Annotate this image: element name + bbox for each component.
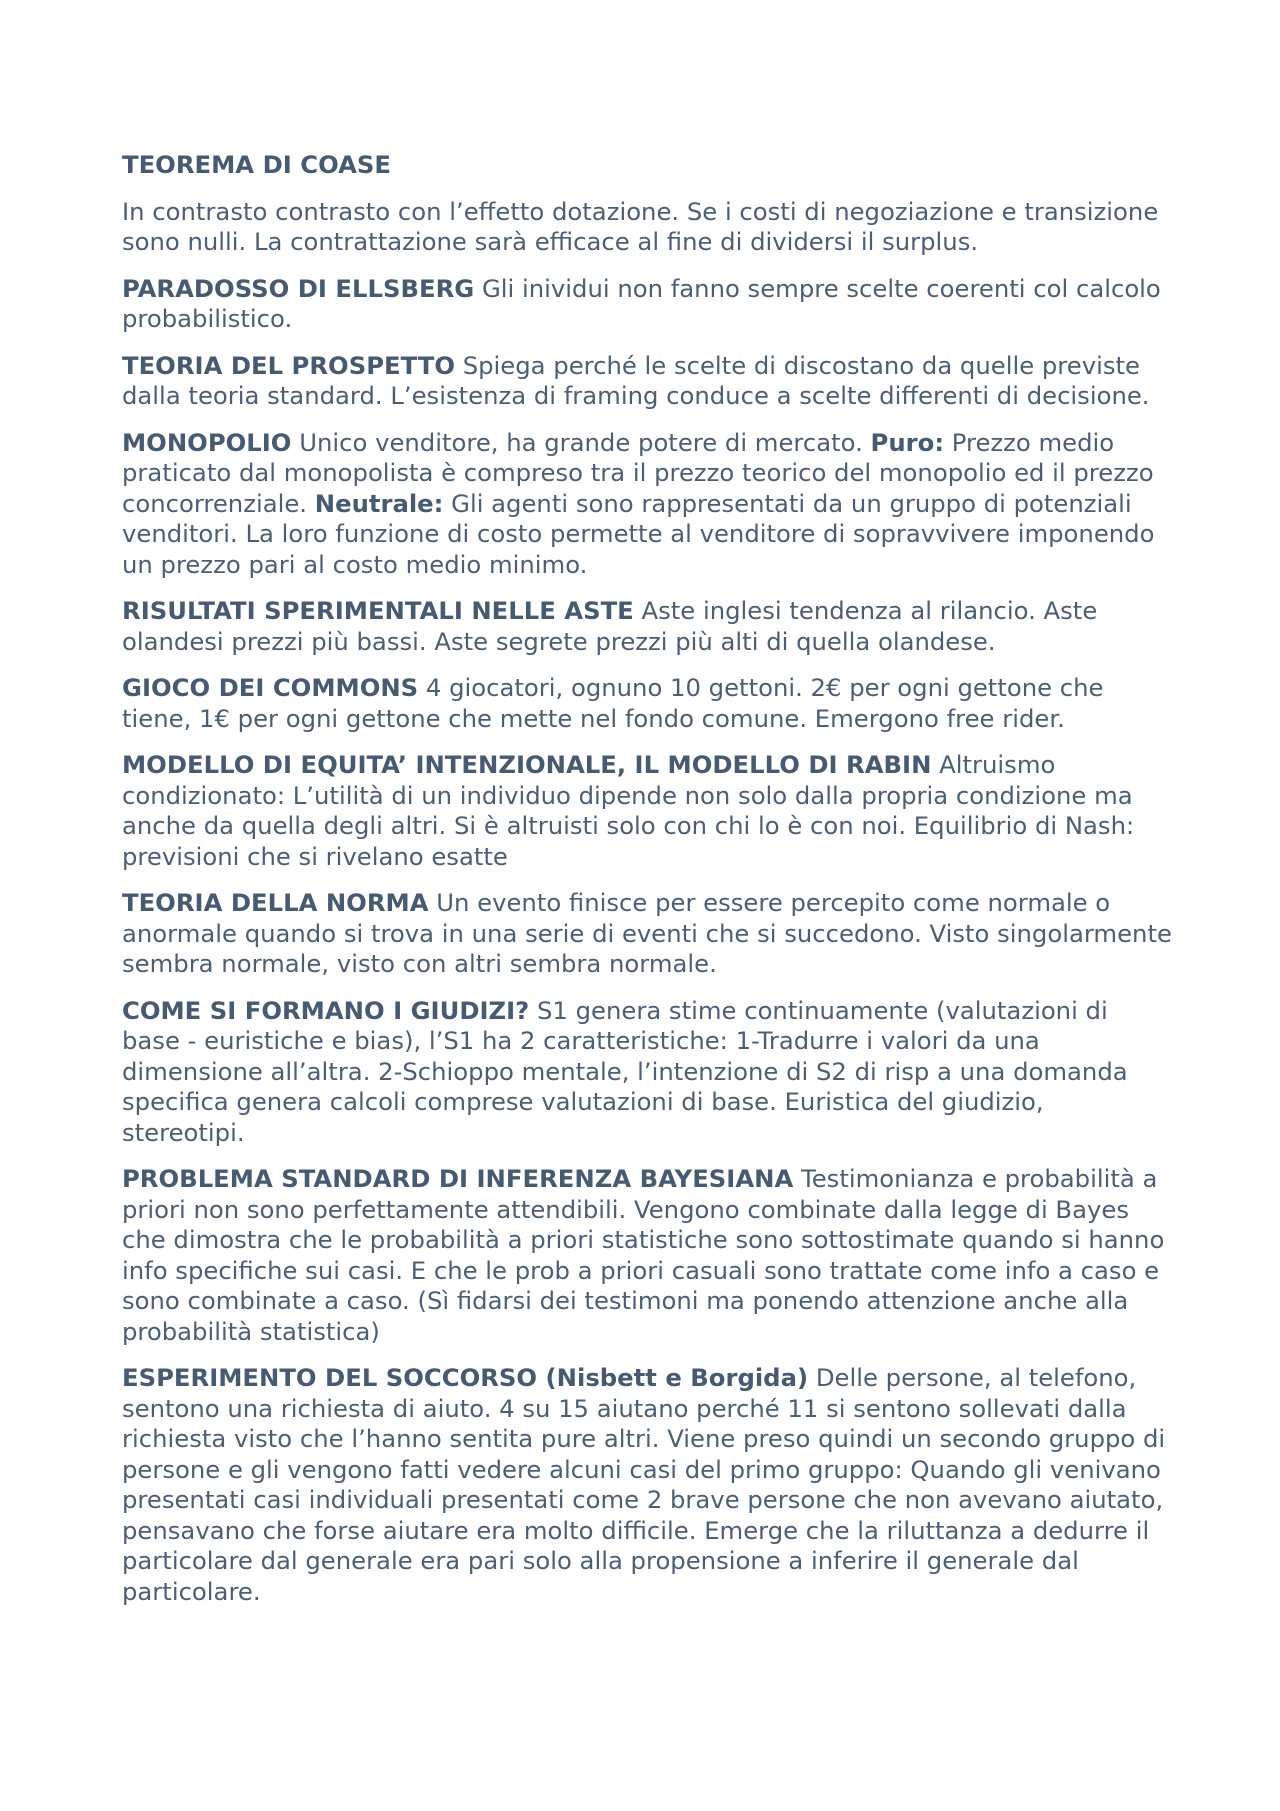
subsection-heading-neutral: Neutrale:	[314, 488, 444, 518]
section-ellsberg	[122, 274, 1172, 335]
section-heading: MONOPOLIO	[122, 427, 292, 457]
section-heading: MODELLO DI EQUITA’ INTENZIONALE, IL MODELLO DI RABIN	[122, 750, 932, 779]
section-text: S1 genera stime continuamente (valutazioni di base - euristiche e bias), l’S1 ha 2 caratteristiche: 1-Tradurre i valori da una dimensione all’altra. 2-Schioppo mentale, l’intenzione di S2 di risp a una domanda specifica genera calcoli comprese valutazioni di base. Euristica del giudizio, stereotipi.	[122, 995, 1128, 1147]
section-rabin-model	[122, 750, 1172, 872]
section-text: Un evento finisce per essere percepito come normale o anormale quando si trova in una serie di eventi che si succedono. Visto singolarmente sembra normale, visto con altri sembra normale.	[122, 888, 1172, 978]
section-norm-theory	[122, 888, 1172, 980]
section-heading: TEORIA DEL PROSPETTO	[122, 350, 455, 380]
section-heading: PROBLEMA STANDARD DI INFERENZA BAYESIANA	[122, 1164, 794, 1193]
section-text: Unico venditore, ha grande potere di mercato.	[291, 427, 871, 457]
section-commons-game	[122, 673, 1172, 734]
section-heading: RISULTATI SPERIMENTALI NELLE ASTE	[122, 596, 634, 625]
section-heading: ESPERIMENTO DEL SOCCORSO (Nisbett e Borgida)	[122, 1363, 809, 1392]
section-text: Testimonianza e probabilità a priori non sono perfettamente attendibili. Vengono combinate dalla legge di Bayes che dimostra che le probabilità a priori statistiche sono sottostimate quando si hanno info specifiche sui casi. E che le prob a priori casuali sono trattate come info a caso e sono combinate a caso. (Sì fidarsi dei testimoni ma ponendo attenzione anche alla probabilità statistica)	[122, 1164, 1165, 1346]
section-text: Spiega perché le scelte di discostano da quelle previste dalla teoria standard. L’esistenza di framing conduce a scelte differenti di decisione.	[122, 350, 1150, 410]
intro-paragraph: In contrasto contrasto con l’effetto dotazione. Se i costi di negoziazione e transizione sono nulli. La contrattazione sarà efficace al fine di dividersi il surplus.	[122, 196, 1159, 256]
section-prospect-theory	[122, 351, 1172, 412]
section-text: Altruismo condizionato: L’utilità di un individuo dipende non solo dalla propria condizione ma anche da quella degli altri. Si è altruisti solo con chi lo è con noi. Equilibrio di Nash: previsioni che si rivelano esatte	[122, 750, 1135, 871]
section-auctions	[122, 596, 1172, 657]
subsection-text-pure: Prezzo medio praticato dal monopolista è compreso tra il prezzo teorico del monopolio ed il prezzo concorrenziale.	[122, 427, 1154, 518]
subsection-text-neutral: Gli agenti sono rappresentati da un gruppo di potenziali venditori. La loro funzione di costo permette al venditore di sopravvivere imponendo un prezzo pari al costo medio minimo.	[122, 488, 1155, 579]
section-text: Aste inglesi tendenza al rilancio. Aste olandesi prezzi più bassi. Aste segrete prezzi più alti di quella olandese.	[122, 596, 1098, 656]
section-rescue-experiment	[122, 1363, 1172, 1607]
section-heading: TEORIA DELLA NORMA	[122, 888, 429, 917]
section-text: 4 giocatori, ognuno 10 gettoni. 2€ per ogni gettone che tiene, 1€ per ogni gettone che mette nel fondo comune. Emergono free rider.	[122, 673, 1104, 733]
section-heading: COME SI FORMANO I GIUDIZI?	[122, 995, 530, 1025]
document-title: TEOREMA DI COASE	[122, 150, 391, 179]
section-text: Gli inividui non fanno sempre scelte coerenti col calcolo probabilistico.	[122, 273, 1161, 333]
section-text: Delle persone, al telefono, sentono una richiesta di aiuto. 4 su 15 aiutano perché 11 si sentono sollevati dalla richiesta visto che l’hanno sentita pure altri. Viene preso quindi un secondo gruppo di persone e gli vengono fatti vedere alcuni casi del primo gruppo: Quando gli venivano presentati casi individuali presentati come 2 brave persone che non avevano aiutato, pensavano che forse aiutare era molto difficile. Emerge che la riluttanza a dedurre il particolare dal generale era pari solo alla propensione a inferire il generale dal particolare.	[122, 1363, 1166, 1606]
subsection-heading-pure: Puro:	[870, 427, 945, 457]
section-heading: PARADOSSO DI ELLSBERG	[122, 273, 475, 303]
section-monopoly	[122, 428, 1172, 581]
section-bayesian-inference	[122, 1164, 1172, 1347]
section-heading: GIOCO DEI COMMONS	[122, 673, 419, 702]
document-page	[122, 150, 1172, 1623]
section-judgments	[122, 996, 1172, 1149]
